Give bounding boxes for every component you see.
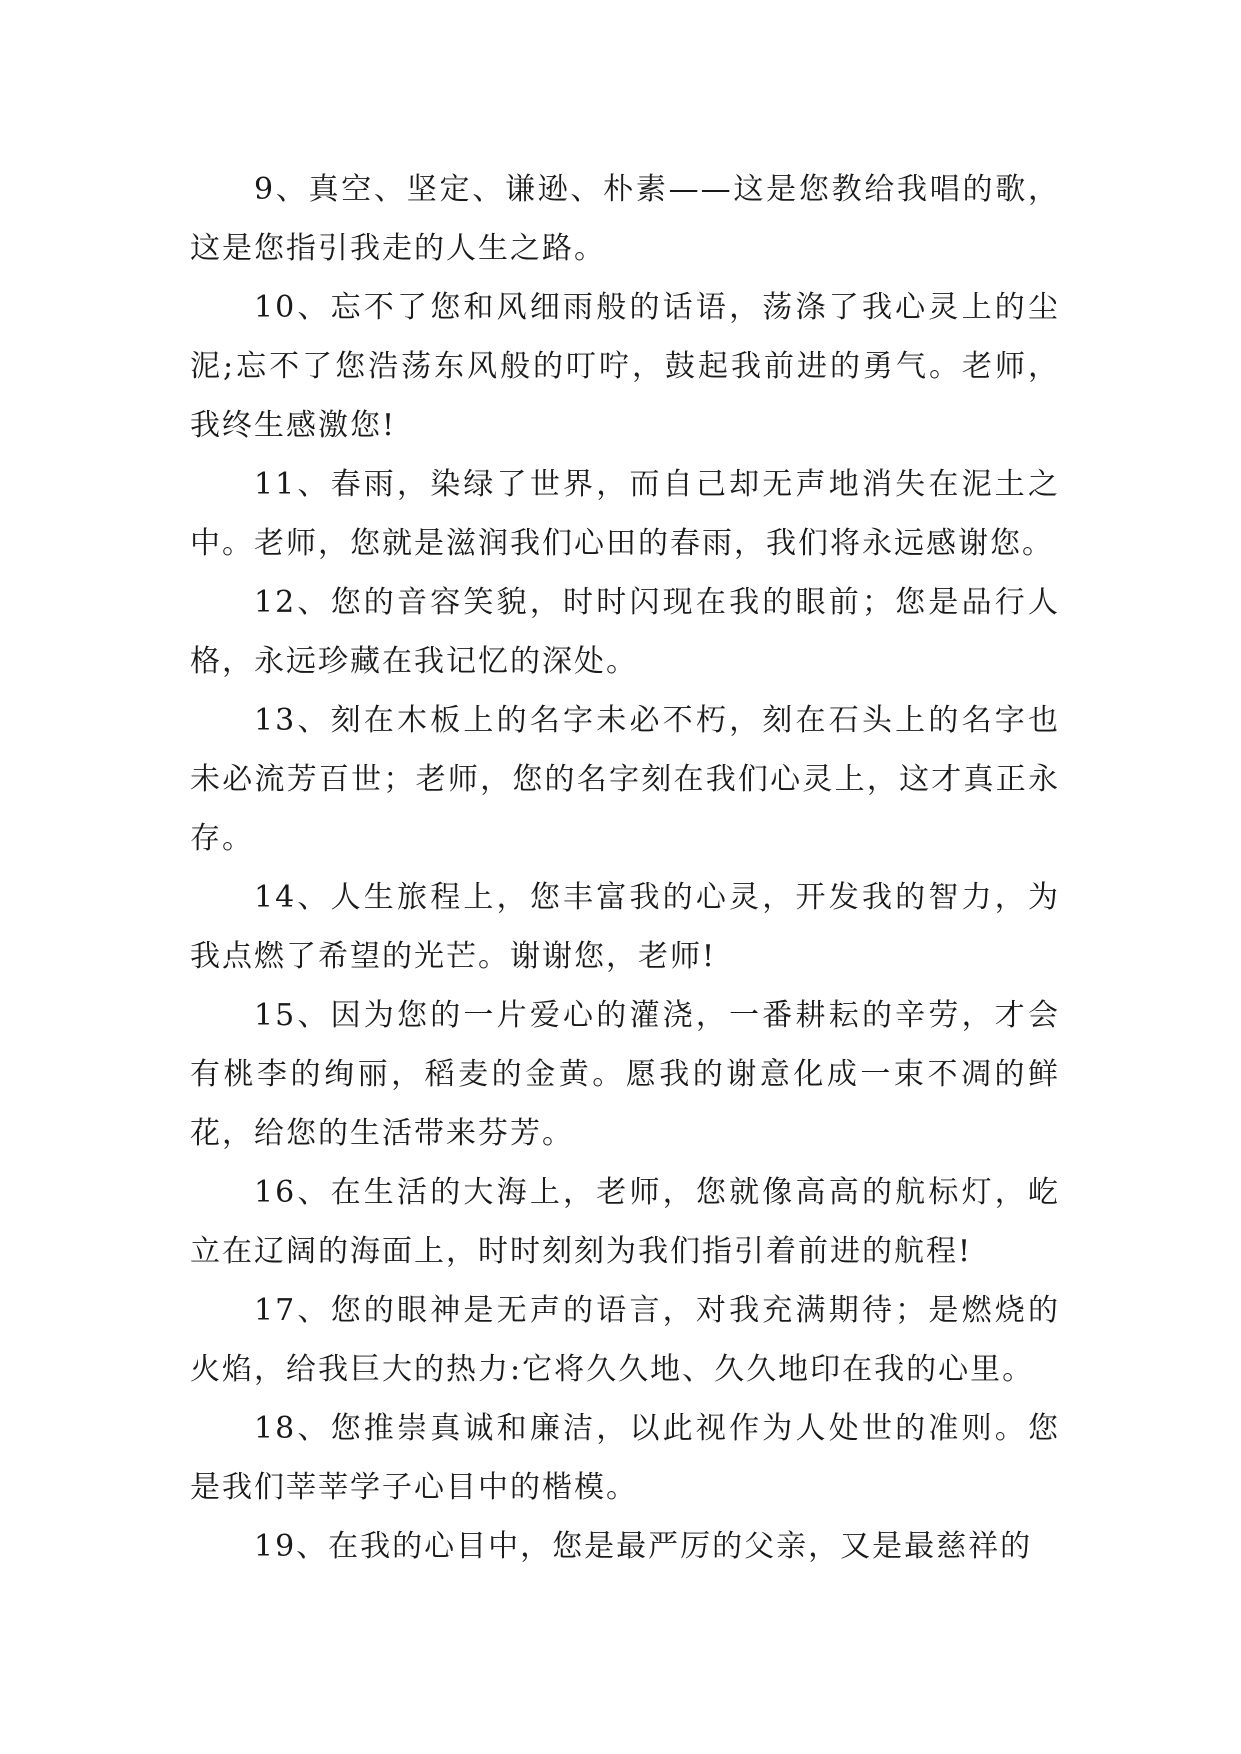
paragraph-18: 18、您推崇真诚和廉洁，以此视作为人处世的准则。您是我们莘莘学子心目中的楷模。 [190, 1411, 1060, 1505]
paragraph-11: 11、春雨，染绿了世界，而自己却无声地消失在泥土之中。老师，您就是滋润我们心田的春雨，我们将永远感谢您。 [190, 467, 1060, 561]
paragraph-14: 14、人生旅程上，您丰富我的心灵，开发我的智力，为我点燃了希望的光芒。谢谢您，老师! [190, 880, 1060, 974]
paragraph-19: 19、在我的心目中，您是最严厉的父亲，又是最慈祥的 [254, 1529, 1033, 1564]
paragraph-15: 15、因为您的一片爱心的灌浇，一番耕耘的辛劳，才会有桃李的绚丽，稻麦的金黄。愿我的谢意化成一束不凋的鲜花，给您的生活带来芬芳。 [190, 998, 1060, 1151]
paragraph-13: 13、刻在木板上的名字未必不朽，刻在石头上的名字也未必流芳百世；老师，您的名字刻在我们心灵上，这才真正永存。 [190, 703, 1060, 856]
paragraph-17: 17、您的眼神是无声的语言，对我充满期待；是燃烧的火焰，给我巨大的热力:它将久久地、久久地印在我的心里。 [190, 1293, 1060, 1387]
document-body [190, 160, 1060, 1576]
paragraph-16: 16、在生活的大海上，老师，您就像高高的航标灯，屹立在辽阔的海面上，时时刻刻为我们指引着前进的航程! [190, 1175, 1060, 1269]
paragraph-9: 9、真空、坚定、谦逊、朴素——这是您教给我唱的歌，这是您指引我走的人生之路。 [190, 172, 1060, 266]
paragraph-12: 12、您的音容笑貌，时时闪现在我的眼前；您是品行人格，永远珍藏在我记忆的深处。 [190, 585, 1060, 679]
paragraph-10: 10、忘不了您和风细雨般的话语，荡涤了我心灵上的尘泥;忘不了您浩荡东风般的叮咛，鼓起我前进的勇气。老师，我终生感激您! [190, 290, 1060, 443]
